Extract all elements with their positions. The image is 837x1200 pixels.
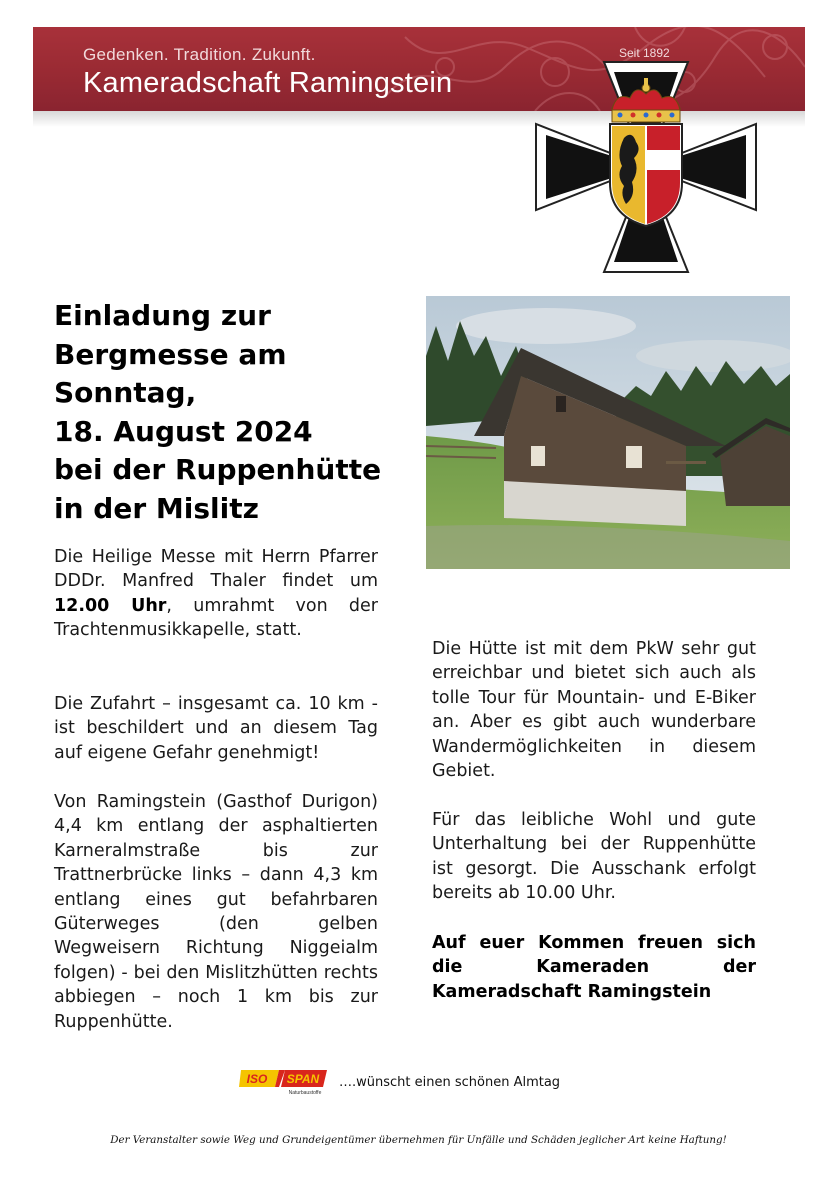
page-title (54, 297, 394, 528)
hut-paragraph: Die Hütte ist mit dem PkW sehr gut erreichbar und bietet sich auch als tolle Tour für Mountain- und E-Biker an. Aber es gibt auch wunderbare Wandermöglichkeiten in diesem Gebiet. (432, 639, 756, 782)
mass-text: Die Heilige Messe mit Herrn Pfarrer DDDr. Manfred Thaler findet um (54, 547, 378, 592)
title-line: Sonntag, (54, 376, 197, 409)
title-line: Einladung zur (54, 299, 271, 332)
isospan-logo (239, 1067, 327, 1095)
logo-iso-text: ISO (246, 1072, 268, 1086)
catering-paragraph: Für das leibliche Wohl und gute Unterhaltung bei der Ruppenhütte ist gesorgt. Die Ausschank erfolgt bereits ab 10.00 Uhr. (432, 810, 756, 904)
header-since: Seit 1892 (619, 46, 670, 60)
mountain-hut-photo (426, 296, 790, 569)
title-line: bei der Ruppenhütte (54, 453, 382, 486)
title-line: 18. August 2024 (54, 414, 313, 448)
mass-time: 12.00 Uhr (54, 595, 167, 616)
sponsor-text: ….wünscht einen schönen Almtag (339, 1075, 561, 1090)
disclaimer: Der Veranstalter sowie Weg und Grundeigentümer übernehmen für Unfälle und Schäden jeglicher Art keine Haftung! (110, 1134, 727, 1146)
title-line: Bergmesse am (54, 337, 287, 371)
closing-paragraph: Auf euer Kommen freuen sich die Kameraden der Kameradschaft Ramingstein (432, 933, 756, 1002)
logo-span-text: SPAN (286, 1072, 320, 1086)
access-paragraph: Die Zufahrt – insgesamt ca. 10 km - ist beschildert und an diesem Tag auf eigene Gefahr genehmigt! (54, 694, 378, 763)
header-tagline: Gedenken. Tradition. Zukunft. (83, 45, 316, 64)
route-paragraph: Von Ramingstein (Gasthof Durigon) 4,4 km entlang der asphaltierten Karneralmstraße bis zur Trattnerbrücke links – dann 4,3 km entlang eines gut befahrbaren Güterweges (den gelben Wegweisern Richtung Niggeialm folgen) - bei den Mislitzhütten rechts abbiegen – noch 1 km bis zur Ruppenhütte. (54, 792, 378, 1032)
mass-text-end: , umrahmt von der Trachtenmusikkapelle, statt. (54, 595, 378, 641)
logo-sub-text: Naturbaustoffe (288, 1090, 322, 1095)
mass-paragraph (54, 545, 378, 643)
title-line: in der Mislitz (54, 491, 259, 525)
iron-cross-coat-of-arms-icon (532, 58, 760, 276)
header-title: Kameradschaft Ramingstein (83, 67, 453, 99)
